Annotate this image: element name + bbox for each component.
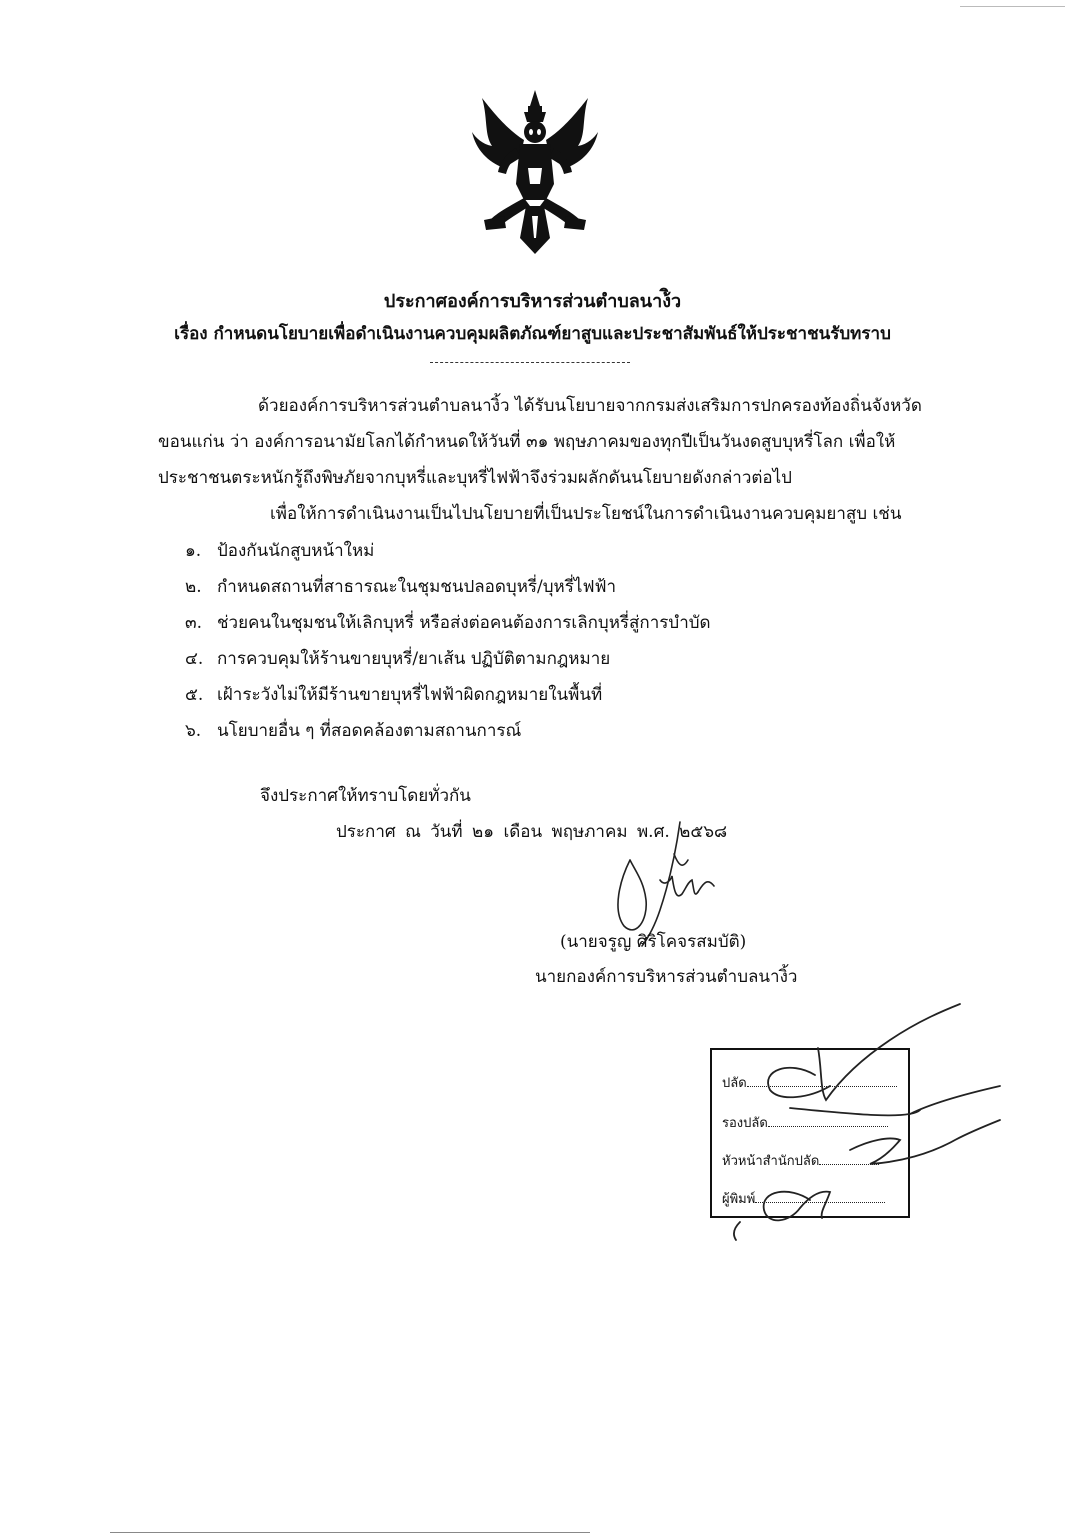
policy-item-number: ๒. [185,577,202,597]
policy-item-text: ป้องกันนักสูบหน้าใหม่ [217,541,375,561]
policy-item [185,645,610,672]
policy-item-number: ๔. [185,649,204,669]
policy-item [185,573,616,600]
policy-item-text: ช่วยคนในชุมชนให้เลิกบุหรี่ หรือส่งต่อคนต้องการเลิกบุหรี่สู่การบำบัด [217,613,711,633]
policy-item-text: กำหนดสถานที่สาธารณะในชุมชนปลอดบุหรี่/บุหรี่ไฟฟ้า [217,577,617,597]
policy-item-text: การควบคุมให้ร้านขายบุหรี่/ยาเส้น ปฏิบัติตามกฎหมาย [217,649,611,669]
policy-item-number: ๖. [185,721,202,741]
signer-name: (นายจรูญ ศิริโคจรสมบัติ) [560,932,747,952]
policy-item [185,717,521,744]
policy-item [185,609,711,636]
signer-position: นายกองค์การบริหารส่วนตำบลนางิ้ว [535,967,798,987]
policy-item-number: ๑. [185,541,202,561]
policy-item-number: ๕. [185,685,204,705]
policy-item-number: ๓. [185,613,203,633]
policy-item [185,537,374,564]
scan-edge-line [110,1532,590,1533]
title-separator [430,362,630,363]
handwritten-initials-icon [730,990,1020,1250]
scan-edge-line [960,6,1065,7]
approval-row-label: ผู้พิมพ์ [722,1192,756,1207]
approval-row-label: หัวหน้าสำนักปลัด [722,1154,820,1169]
body-paragraph-line: ด้วยองค์การบริหารส่วนตำบลนางิ้ว ได้รับนโยบายจากกรมส่งเสริมการปกครองท้องถิ่นจังหวัด [258,396,922,416]
body-paragraph-line: ขอนแก่น ว่า องค์การอนามัยโลกได้กำหนดให้วันที่ ๓๑ พฤษภาคมของทุกปีเป็นวันงดสูบบุหรี่โลก เพื่อให้ [158,432,896,452]
approval-row-label: ปลัด [722,1076,747,1091]
policy-item-text: เฝ้าระวังไม่ให้มีร้านขายบุหรี่ไฟฟ้าผิดกฎหมายในพื้นที่ [217,685,603,705]
announcement-title: ประกาศองค์การบริหารส่วนตำบลนาง้ิว [383,291,682,312]
garuda-emblem-icon [470,88,600,258]
body-paragraph-intro: เพื่อให้การดำเนินงานเป็นไปนโยบายที่เป็นประโยชน์ในการดำเนินงานควบคุมยาสูบ เช่น [270,504,902,524]
body-paragraph-line: ประชาชนตระหนักรู้ถึงพิษภัยจากบุหรี่และบุหรี่ไฟฟ้าจึงร่วมผลักดันนโยบายดังกล่าวต่อไป [158,468,792,488]
announcement-date: ประกาศ ณ วันที่ ๒๑ เดือน พฤษภาคม พ.ศ. ๒๕๖๘ [336,822,728,842]
closing-statement: จึงประกาศให้ทราบโดยทั่วกัน [260,786,471,806]
policy-item [185,681,602,708]
policy-item-text: นโยบายอื่น ๆ ที่สอดคล้องตามสถานการณ์ [217,721,522,741]
announcement-subject: เรื่อง กำหนดนโยบายเพื่อดำเนินงานควบคุมผลิตภัณฑ์ยาสูบและประชาสัมพันธ์ให้ประชาชนรับทราบ [174,324,891,344]
approval-row-label: รองปลัด [722,1116,768,1131]
